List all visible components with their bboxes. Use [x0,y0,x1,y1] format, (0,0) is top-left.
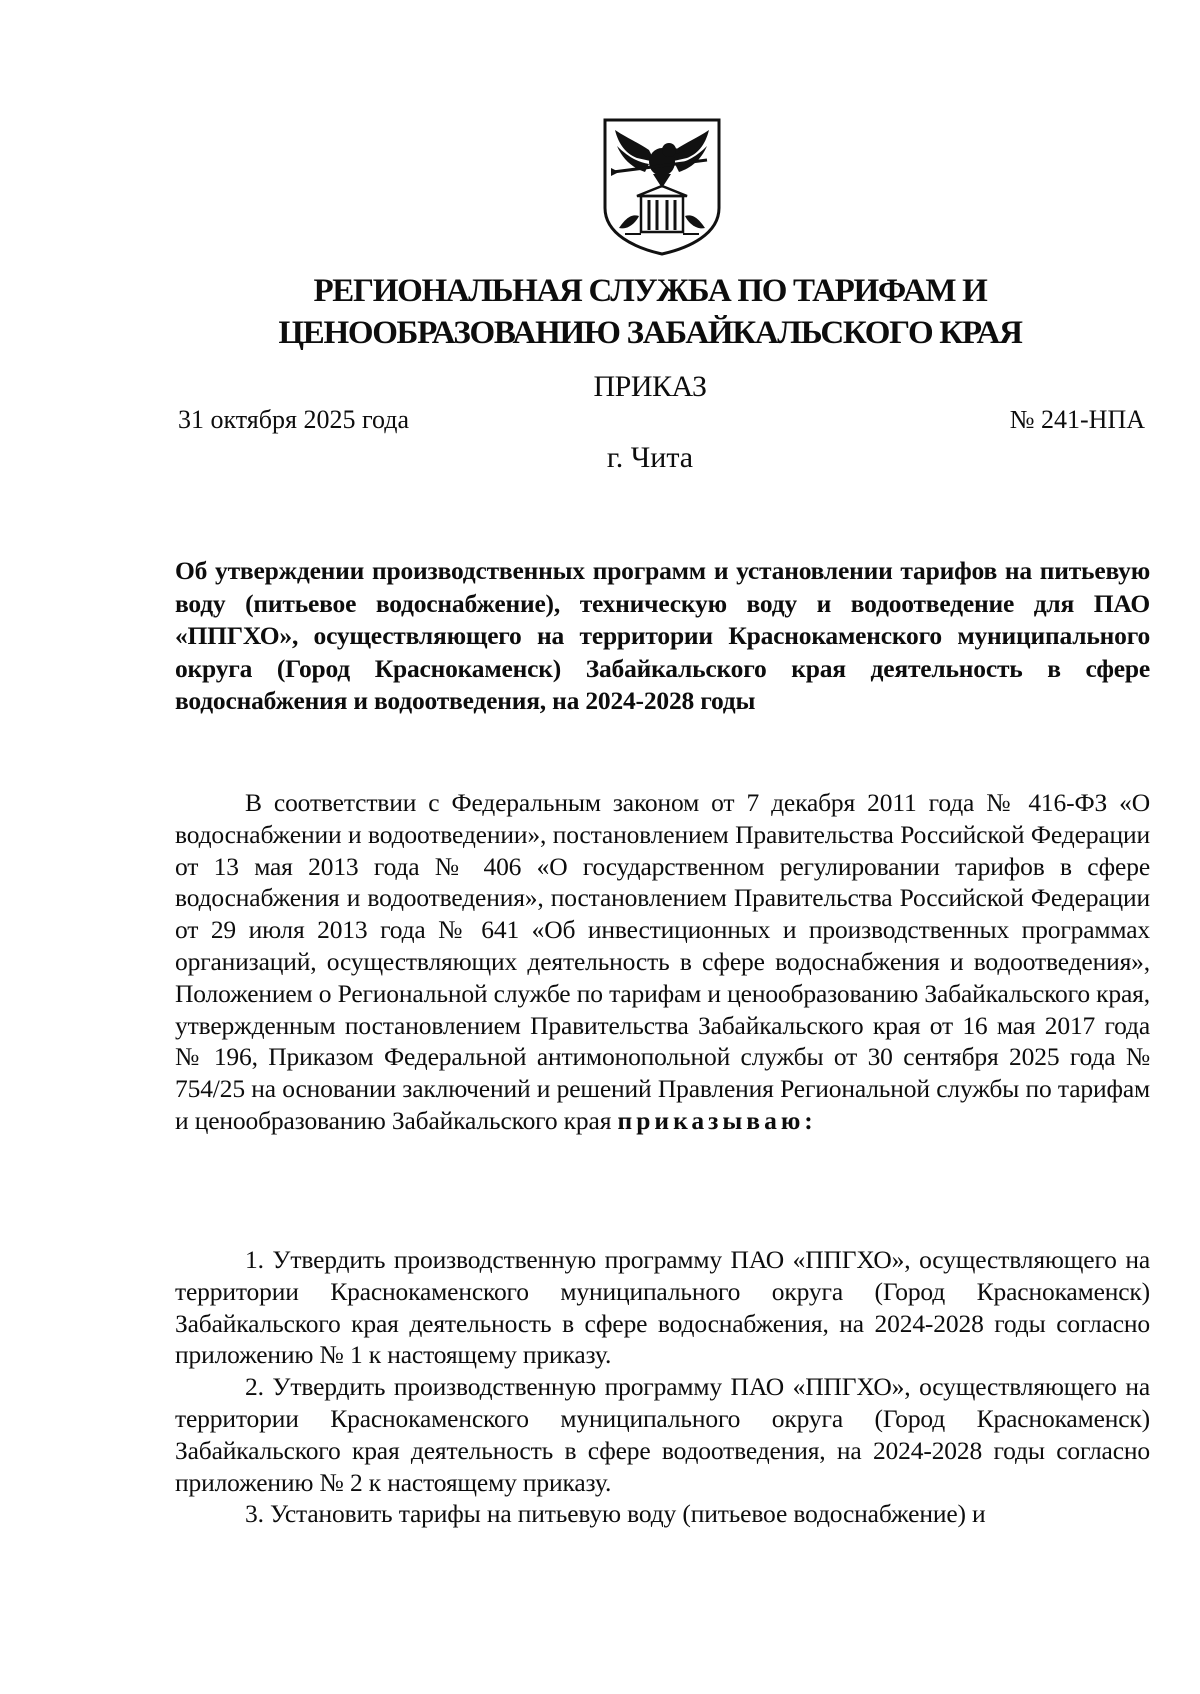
order-item-2: 2. Утвердить производственную программу ПАО «ППГХО», осуществляющего на территории Краснокаменского муниципального округа (Город Краснокаменск) Забайкальского края деятельность в сфере водоотведения, на 2024-2028 годы согласно приложению № 2 к настоящему приказу. [175,1372,1150,1497]
document-subject: Об утверждении производственных программ и установлении тарифов на питьевую воду (питьевое водоснабжение), техническую воду и водоотведение для ПАО «ППГХО», осуществляющего на территории Краснокаменского муниципального округа (Город Краснокаменск) Забайкальского края деятельность в сфере водоснабжения и водоотведения, на 2024-2028 годы [175,556,1150,716]
order-items [175,1244,1150,1530]
document-date: 31 октября 2025 года [178,405,409,434]
document-number: № 241-НПА [1009,405,1145,434]
document-type: ПРИКАЗ [593,370,707,403]
document-city: г. Чита [606,441,694,474]
order-word: приказываю: [617,1105,817,1135]
preamble-text: В соответствии с Федеральным законом от 7 декабря 2011 года № 416-ФЗ «О водоснабжении и водоотведении», постановлением Правительства Российской Федерации от 13 мая 2013 года № 406 «О государственном регулировании тарифов в сфере водоснабжения и водоотведения», постановлением Правительства Российской Федерации от 29 июля 2013 года № 641 «Об инвестиционных и производственных программах организаций, осуществляющих деятельность в сфере водоснабжения и водоотведения», Положением о Региональной службе по тарифам и ценообразованию Забайкальского края, утвержденным постановлением Правительства Забайкальского края от 16 мая 2017 года № 196, Приказом Федеральной антимонопольной службы от 30 сентября 2025 года № 754/25 на основании заключений и решений Правления Региональной службы по тарифам и ценообразованию Забайкальского края [175,788,1150,1135]
organization-name-line-1: РЕГИОНАЛЬНАЯ СЛУЖБА ПО ТАРИФАМ И [313,273,987,309]
preamble [175,787,1150,1137]
organization-name-line-2: ЦЕНООБРАЗОВАНИЮ ЗАБАЙКАЛЬСКОГО КРАЯ [278,315,1022,351]
order-item-1: 1. Утвердить производственную программу ПАО «ППГХО», осуществляющего на территории Краснокаменского муниципального округа (Город Краснокаменск) Забайкальского края деятельность в сфере водоснабжения, на 2024-2028 годы согласно приложению № 1 к настоящему приказу. [175,1245,1150,1370]
preamble-paragraph [175,787,1150,1137]
coat-of-arms-emblem-icon [597,116,727,256]
order-item-3: 3. Установить тарифы на питьевую воду (питьевое водоснабжение) и [245,1499,986,1529]
